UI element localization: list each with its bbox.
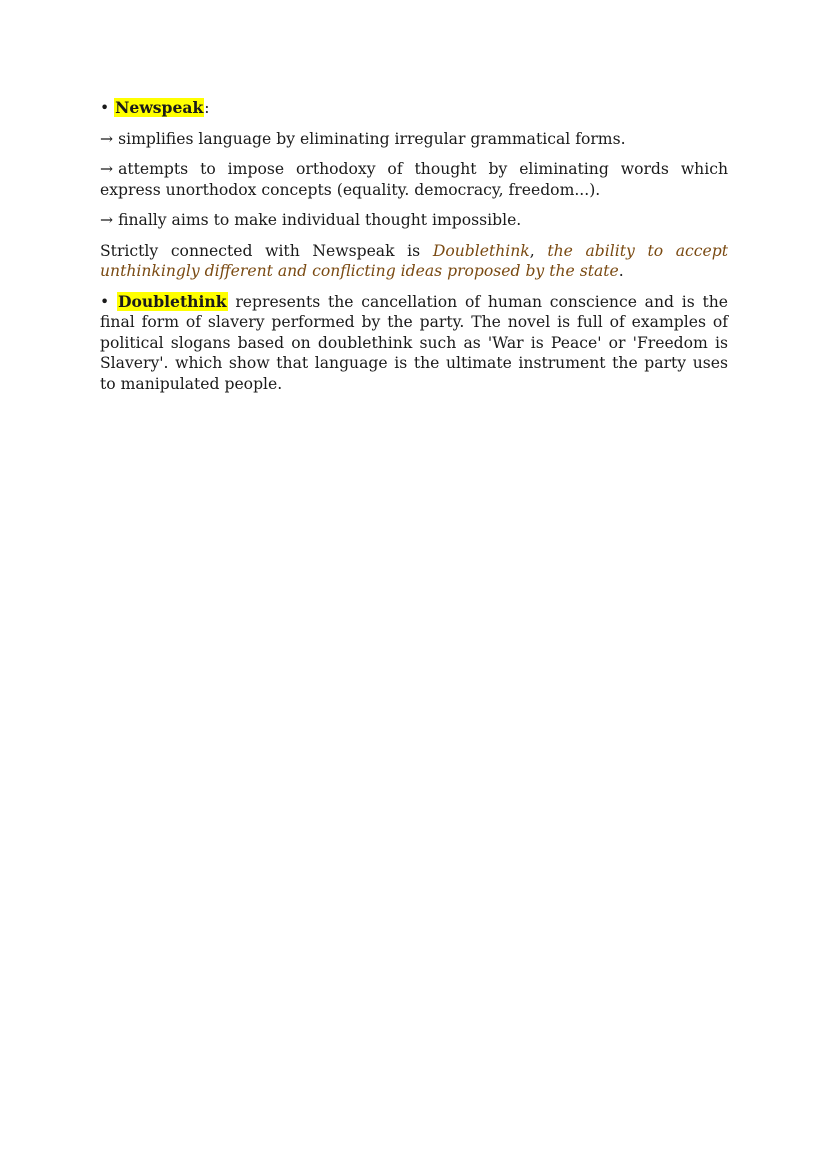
- newspeak-term: Newspeak: [115, 98, 204, 117]
- connection-lead: Strictly connected with Newspeak is: [100, 241, 421, 260]
- connection-period: .: [618, 262, 624, 280]
- point-text: simplifies language by eliminating irregular grammatical forms.: [118, 129, 626, 148]
- right-arrow-icon: →: [100, 160, 114, 178]
- newspeak-point-1: [100, 129, 728, 150]
- doublethink-term: Doublethink: [117, 291, 227, 311]
- document-page: [100, 98, 728, 404]
- connection-comma: ,: [529, 241, 535, 260]
- right-arrow-icon: →: [100, 211, 114, 229]
- right-arrow-icon: →: [100, 129, 114, 148]
- point-text: attempts to impose orthodoxy of thought by eliminating words which express unorthodox concepts (equality. democracy, freedom...).: [100, 160, 728, 199]
- bullet-icon: •: [100, 99, 110, 117]
- doublethink-connection: [100, 241, 728, 282]
- doublethink-definition: the ability to accept unthinkingly different and conflicting ideas proposed by the state: [100, 241, 728, 280]
- heading-colon: :: [204, 99, 210, 117]
- doublethink-paragraph: [100, 292, 728, 395]
- point-text: finally aims to make individual thought impossible.: [118, 211, 522, 229]
- newspeak-heading: [100, 98, 728, 119]
- bullet-icon: •: [100, 292, 110, 311]
- newspeak-point-2: [100, 159, 728, 200]
- doublethink-term-italic: Doublethink: [432, 241, 530, 260]
- newspeak-point-3: [100, 210, 728, 231]
- doublethink-text: represents the cancellation of human conscience and is the final form of slavery performed by the party. The novel is full of examples of political slogans based on doublethink such as 'War is Peace' or 'Freedom is Slavery'. which show that language is the ultimate instrument the party uses to manipulated people.: [100, 292, 728, 393]
